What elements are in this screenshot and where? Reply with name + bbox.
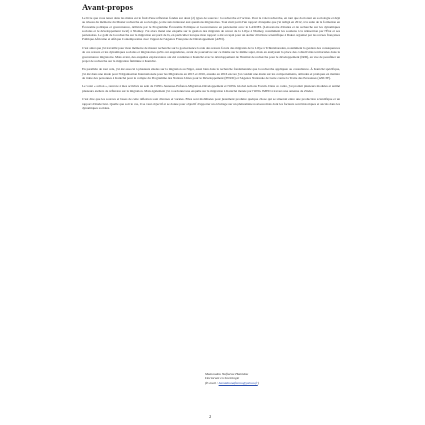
paragraph-4: Le volet « action », renvoie à mes activités au sein de l'ONG Jeunesse-Enfance-Migration-Développement et l'ONG Global Actions Forum. Dans ce cadre, j'ai produit plusieurs modules et animé plusieurs ateliers de réflexion sur la migration. Mais également j'ai coordonné une enquête sur la migration à Kantché menée par l'ONG JMED à travers une antenne de Zinder. [82,84,340,93]
email-suffix: ) [257,380,259,385]
signature-block [205,372,259,385]
page-number: 2 [209,414,212,419]
paragraph-5: C'est dire que les sources et bases de cette réflexion sont diverses et variées. Elles sont mobilisées pour justement produire quelque chose qui se situerait entre une production scientifique et un rapport d'étude brut. Quelle que soit le cas, il se veut objectif et se donne pour objectif d'apporter un éclairage sur un phénomène nouveau mais dont les facteurs sont historiques et ancrés dans les dynamiques sociales. [82,97,340,110]
email-link[interactable]: hamidounafiarou@yahoo.fr [218,380,258,385]
paragraph-1: Le livre que vous tenez dans les mains est le fruit d'une réflexion fondée sur deux (2) types de sources : la recherche et l'action. Pour le volet recherche, en tant que doctorant en sociologie et déjà au niveau du mémoire du Master recherche en sociologie, je me suis intéressé aux questions migratoires. Tout était parti d'un rapport d'enquête que j'ai rédigé en 2012, à la suite de la formation en Économie politique et gouvernance, délivrée par le Programme Économie Politique et Gouvernance en partenariat avec le LASDEL (Laboratoire d'études et de recherche sur les dynamiques sociales et le développement local) à Niamey. J'ai alors mené une enquête sur la gestion des migrants de retour de la Libye à Niamey, notamment les soutiens à la réinsertion par l'État et ses partenaires. Le goût de la recherche sur la migration est parti de là, en particulier lorsque mon rapport a été accepté pour un atelier d'écriture scientifique à Dakar organisé par les revues françaises Politique Africaine et Afrique Contemporaine avec l'appui de l'Agence Française de Développement (AFD). [82,16,340,42]
body-text [82,16,340,114]
paragraph-3: En parallèle de tout cela, j'ai été associé à plusieurs études sur la migration au Niger, aussi bien dans la recherche fondamentale que la recherche appliquée ou consultance. À Kantché spécifique, j'ai été dans une étude pour l'Organisation Internationale pour les Migrations en 2015 et 2016, ensuite en 2016 encore j'ai conduit une étude sur les comportements, attitudes et pratiques en matière de traite des personnes à Kantché pour le compte du Programme des Nations Unies pour le Développement (PNUD) et l'Agence Nationale de Lutte contre la Traite des Personnes (ANLTP). [82,67,340,80]
signature-email-line [205,381,259,385]
email-prefix: (E-mail : [205,380,218,385]
page-title: Avant-propos [82,2,134,12]
paragraph-2: C'est ainsi que j'ai travaillé pour mon mémoire de master recherche sur la gouvernance locale des retours forcés des migrants de la Libye à Tchintabaraden, notamment la gestion des conséquences de ces retours et les dynamiques sociales et migratoires qu'ils ont engendrées, avant de poursuivre sur ce thème sur le même sujet, mais en analysant la place des collectivités territoriales dans la gouvernance migratoire. Mais avant, des enquêtes exploratoires ont été conduites à Kantché avec le développement de l'Institut de recherche pour le développement (IRD), en vue de peaufiner un projet de recherche sur la migration féminine à Kantché. [82,45,340,63]
signature-name: Mamoudou Nafiarou Hamidou [205,372,249,376]
signature-role: Doctorant en Sociologie [205,376,240,381]
